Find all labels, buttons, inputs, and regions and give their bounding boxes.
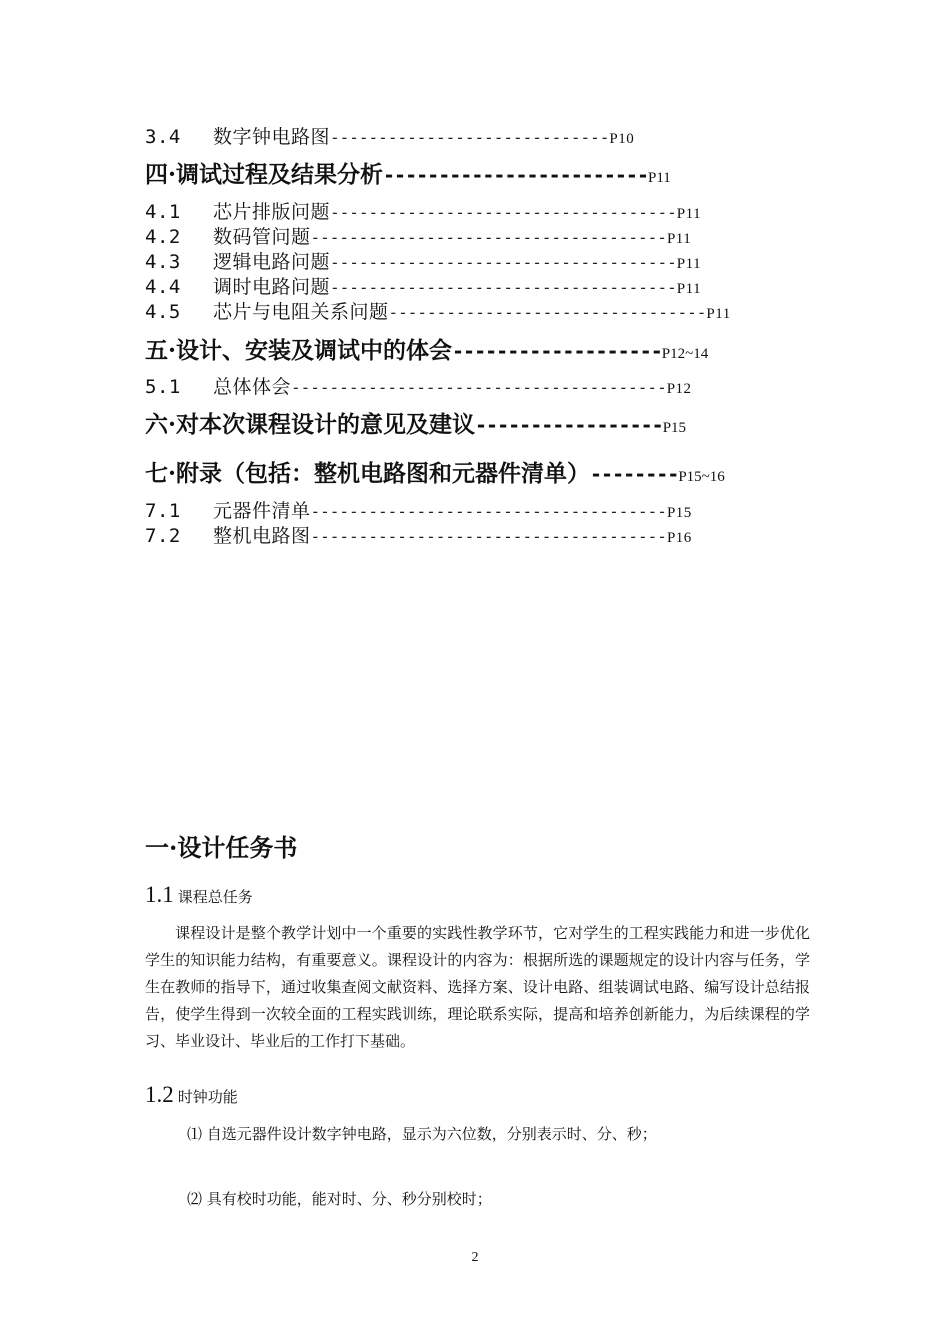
toc-title: 整机电路图 (213, 525, 311, 547)
toc-title: 芯片与电阻关系问题 (213, 301, 389, 323)
toc-title: 四·调试过程及结果分析 (145, 161, 384, 188)
toc-number: 4.4 (145, 276, 181, 298)
toc-page: P15 (662, 420, 687, 436)
toc-page: P11 (676, 256, 702, 272)
toc-entry-7-2[interactable] (145, 524, 692, 549)
toc-number: 4.2 (145, 226, 181, 248)
toc-leader: ------------------------------------- (310, 527, 667, 546)
section-title: 一·设计任务书 (145, 833, 298, 862)
list-item: ⑴ 自选元器件设计数字钟电路，显示为六位数，分别表示时、分、秒； (187, 1125, 657, 1143)
toc-leader: ------------------------------------ (330, 203, 677, 222)
toc-leader: ------------------- (452, 339, 662, 363)
toc-title: 数码管问题 (213, 226, 311, 248)
toc-number: 4.1 (145, 201, 181, 223)
toc-leader: ------------------------ (383, 163, 648, 187)
toc-number: 7.1 (145, 500, 181, 522)
subsection-number: 1.2 (145, 1082, 174, 1107)
toc-entry-7-1[interactable] (145, 499, 692, 524)
page-number: 2 (471, 1250, 479, 1265)
toc-page: P10 (609, 131, 635, 147)
list-item: ⑵ 具有校时功能，能对时、分、秒分别校时； (187, 1190, 492, 1208)
toc-page: P15~16 (678, 469, 725, 485)
subsection-label: 课程总任务 (177, 888, 253, 906)
toc-leader: ------------------------------------- (310, 228, 667, 247)
toc-title: 七·附录（包括：整机电路图和元器件清单） (145, 460, 591, 487)
toc-leader: -------- (590, 462, 679, 486)
toc-leader: --------------------------------- (388, 303, 707, 322)
toc-leader: --------------------------------------- (291, 378, 667, 397)
body-paragraph (145, 920, 810, 1055)
toc-leader: ----------------- (475, 413, 663, 437)
toc-leader: ----------------------------- (330, 128, 610, 147)
toc-leader: ------------------------------------ (330, 278, 677, 297)
toc-title: 调时电路问题 (213, 276, 331, 298)
toc-page: P12 (666, 381, 692, 397)
toc-title: 元器件清单 (213, 500, 311, 522)
toc-chapter-4[interactable] (145, 158, 671, 192)
toc-title: 五·设计、安装及调试中的体会 (145, 337, 453, 364)
toc-page: P12~14 (661, 346, 709, 362)
toc-entry-4-5[interactable] (145, 300, 731, 325)
toc-leader: ------------------------------------ (330, 253, 677, 272)
toc-number: 3.4 (145, 126, 181, 148)
subsection-heading-1-1 (145, 882, 253, 908)
toc-title: 总体体会 (213, 376, 292, 398)
toc-title: 芯片排版问题 (213, 201, 331, 223)
toc-page: P11 (676, 206, 702, 222)
toc-entry-4-2[interactable] (145, 225, 691, 250)
toc-page: P11 (666, 231, 692, 247)
toc-leader: ------------------------------------- (310, 502, 667, 521)
toc-chapter-5[interactable] (145, 334, 708, 368)
paragraph-text: 课程设计是整个教学计划中一个重要的实践性教学环节，它对学生的工程实践能力和进一步优化学生的知识能力结构，有重要意义。课程设计的内容为：根据所选的课题规定的设计内容与任务，学生在教师的指导下，通过收集查阅文献资料、选择方案、设计电路、组装调试电路、编写设计总结报告，使学生得到一次较全面的工程实践训练，理论联系实际，提高和培养创新能力，为后续课程的学习、毕业设计、毕业后的工作打下基础。 (145, 924, 810, 1050)
toc-entry-4-3[interactable] (145, 250, 701, 275)
toc-page: P11 (676, 281, 702, 297)
toc-page: P11 (706, 306, 731, 322)
toc-chapter-7[interactable] (145, 457, 725, 491)
toc-entry-4-4[interactable] (145, 275, 701, 300)
toc-title: 逻辑电路问题 (213, 251, 331, 273)
toc-entry-5-1[interactable] (145, 375, 692, 400)
toc-entry-4-1[interactable] (145, 200, 701, 225)
subsection-heading-1-2 (145, 1082, 238, 1108)
toc-page: P11 (648, 170, 671, 186)
toc-number: 4.3 (145, 251, 181, 273)
toc-page: P15 (666, 505, 692, 521)
subsection-number: 1.1 (145, 882, 174, 907)
toc-number: 5.1 (145, 376, 181, 398)
toc-entry-3-4[interactable] (145, 125, 634, 150)
subsection-label: 时钟功能 (177, 1088, 238, 1106)
toc-title: 数字钟电路图 (213, 126, 331, 148)
toc-page: P16 (666, 530, 692, 546)
toc-title: 六·对本次课程设计的意见及建议 (145, 411, 476, 438)
toc-chapter-6[interactable] (145, 408, 686, 442)
toc-number: 7.2 (145, 525, 181, 547)
toc-number: 4.5 (145, 301, 181, 323)
